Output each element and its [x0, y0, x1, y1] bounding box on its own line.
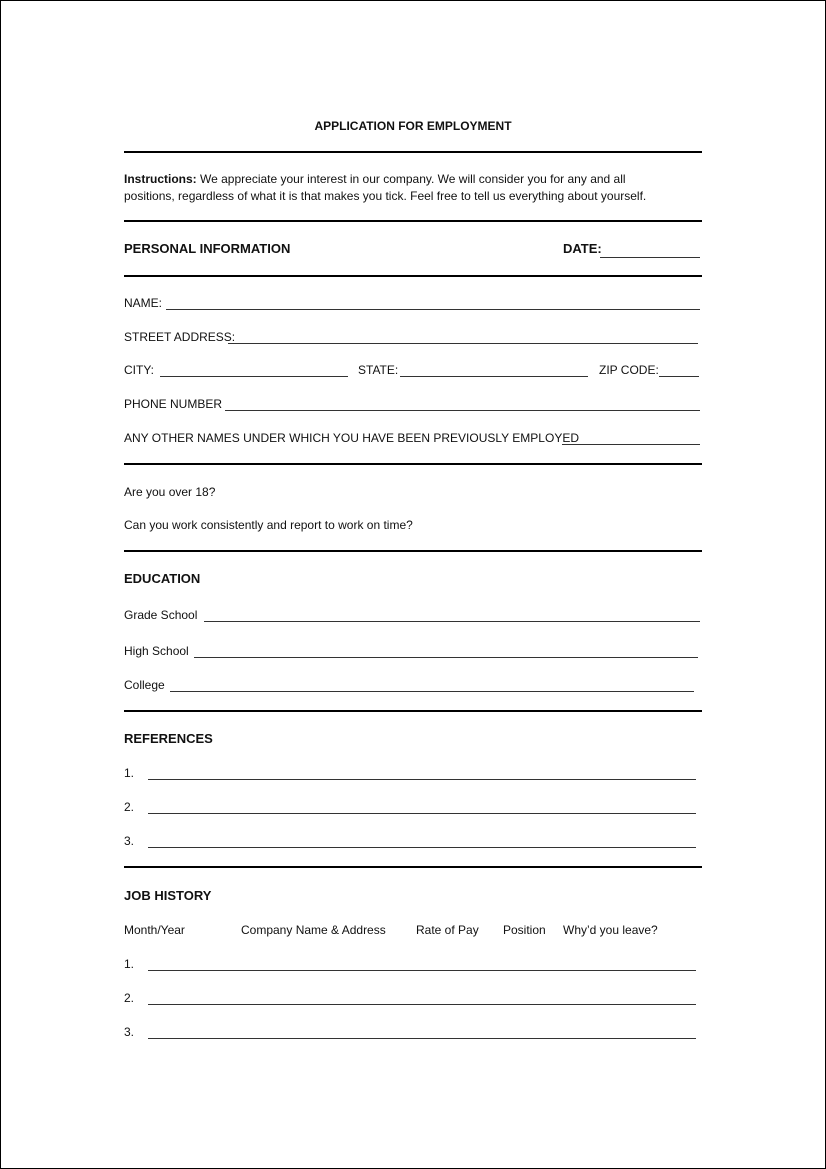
- job-1-field[interactable]: [148, 970, 696, 971]
- high-school-field[interactable]: [194, 657, 698, 658]
- phone-number-field[interactable]: [225, 410, 700, 411]
- college-label: College: [124, 678, 165, 692]
- reference-3-field[interactable]: [148, 847, 696, 848]
- other-names-label: ANY OTHER NAMES UNDER WHICH YOU HAVE BEEN PREVIOUSLY EMPLOYED: [124, 431, 579, 445]
- divider: [124, 220, 702, 222]
- job-number: 2.: [124, 991, 135, 1005]
- instructions-line-1: We appreciate your interest in our company. We will consider you for any and all: [196, 172, 626, 186]
- reference-2-field[interactable]: [148, 813, 696, 814]
- reference-1-field[interactable]: [148, 779, 696, 780]
- references-heading: REFERENCES: [124, 731, 213, 746]
- name-label: NAME:: [124, 296, 163, 310]
- column-company: Company Name & Address: [241, 923, 386, 937]
- column-month-year: Month/Year: [124, 923, 185, 937]
- divider: [124, 463, 702, 465]
- reference-number: 3.: [124, 834, 135, 848]
- state-label: STATE:: [358, 363, 399, 377]
- grade-school-label: Grade School: [124, 608, 198, 622]
- phone-number-label: PHONE NUMBER: [124, 397, 223, 411]
- city-label: CITY:: [124, 363, 155, 377]
- city-field[interactable]: [160, 376, 348, 377]
- instructions: [124, 171, 704, 205]
- high-school-label: High School: [124, 644, 189, 658]
- divider: [124, 550, 702, 552]
- date-label: DATE:: [563, 241, 602, 256]
- job-number: 1.: [124, 957, 135, 971]
- instructions-line-2: positions, regardless of what it is that makes you tick. Feel free to tell us everything about yourself.: [124, 189, 647, 203]
- zip-code-label: ZIP CODE:: [599, 363, 659, 377]
- date-field[interactable]: [600, 257, 700, 258]
- job-3-field[interactable]: [148, 1038, 696, 1039]
- street-address-field[interactable]: [228, 343, 698, 344]
- street-address-label: STREET ADDRESS:: [124, 330, 236, 344]
- state-field[interactable]: [400, 376, 588, 377]
- education-heading: EDUCATION: [124, 571, 201, 586]
- zip-code-field[interactable]: [659, 376, 699, 377]
- divider: [124, 275, 702, 277]
- reference-number: 1.: [124, 766, 135, 780]
- column-why-leave: Why’d you leave?: [563, 923, 658, 937]
- column-rate-of-pay: Rate of Pay: [416, 923, 479, 937]
- other-names-field[interactable]: [562, 444, 700, 445]
- divider: [124, 866, 702, 868]
- grade-school-field[interactable]: [204, 621, 700, 622]
- job-history-heading: JOB HISTORY: [124, 888, 212, 903]
- page-title: APPLICATION FOR EMPLOYMENT: [314, 119, 512, 133]
- over-18-question: Are you over 18?: [124, 485, 216, 499]
- job-number: 3.: [124, 1025, 135, 1039]
- work-consistently-question: Can you work consistently and report to work on time?: [124, 518, 413, 532]
- college-field[interactable]: [170, 691, 694, 692]
- name-field[interactable]: [166, 309, 700, 310]
- reference-number: 2.: [124, 800, 135, 814]
- divider: [124, 710, 702, 712]
- personal-information-heading: PERSONAL INFORMATION: [124, 241, 291, 256]
- divider: [124, 151, 702, 153]
- instructions-label: Instructions:: [124, 172, 197, 186]
- job-2-field[interactable]: [148, 1004, 696, 1005]
- column-position: Position: [503, 923, 546, 937]
